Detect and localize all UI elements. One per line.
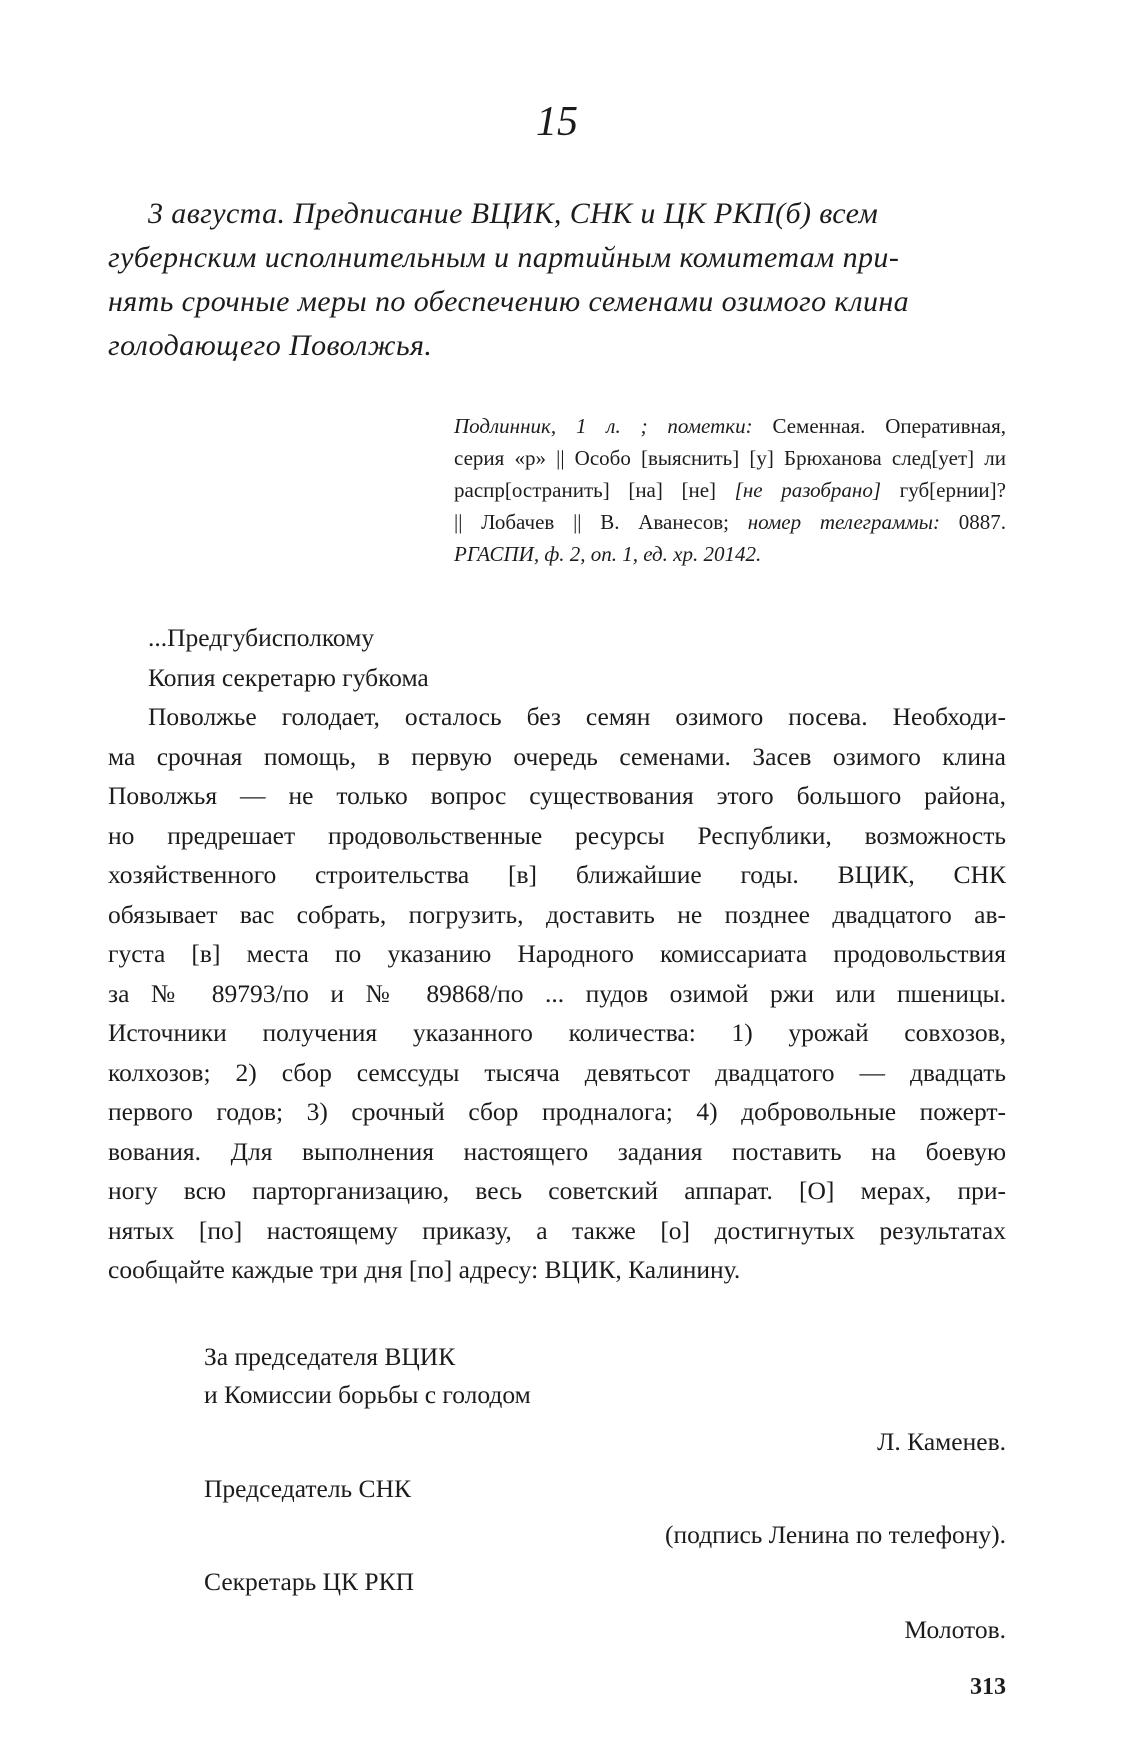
source-note-line: [454, 506, 1006, 538]
body-line: ма срочная помощь, в первую очередь семенами. Засев озимого клина: [108, 741, 1006, 771]
body-line: вования. Для выполнения настоящего задания поставить на боевую: [108, 1136, 1006, 1166]
signature-title: Секретарь ЦК РКП: [204, 1567, 415, 1596]
signature-name: Л. Каменев.: [877, 1427, 1006, 1456]
source-note-line: [454, 410, 1006, 442]
body-line: нятых [по] настоящему приказу, а также [о] достигнутых результатах: [108, 1215, 1006, 1245]
body-line: ногу всю парторганизацию, весь советский аппарат. [О] мерах, при-: [108, 1176, 1006, 1205]
archive-reference: РГАСПИ, ф. 2, оп. 1, ед. хр. 20142.: [454, 542, 762, 566]
addressee-line: Копия секретарю губкома: [148, 662, 429, 692]
heading-line: губернским исполнительным и партийным комитетам при-: [108, 241, 900, 274]
page-number: 313: [970, 1674, 1006, 1700]
body-line: колхозов; 2) сбор семссуды тысяча девятьсот двадцатого — двадцать: [108, 1057, 1006, 1087]
signature-title: Председатель СНК: [204, 1474, 411, 1503]
document-number: 15: [536, 99, 578, 145]
signature-title: За председателя ВЦИК: [204, 1342, 456, 1371]
heading-line: 3 августа. Предписание ВЦИК, СНК и ЦК РКП(б) всем: [148, 197, 879, 230]
source-label: Подлинник, 1 л. ; пометки:: [454, 414, 753, 438]
signature-name: (подпись Ленина по телефону).: [665, 1520, 1006, 1549]
source-text: губ[ернии]?: [881, 478, 1006, 502]
body-line: Поволжье голодает, осталось без семян озимого посева. Необходи-: [148, 702, 1006, 731]
source-text: 0887.: [940, 510, 1006, 534]
source-text: || Лобачев || В. Аванесов;: [454, 510, 748, 534]
source-text: Семенная. Оперативная,: [752, 414, 1007, 438]
body-line: Источники получения указанного количества: 1) урожай совхозов,: [108, 1018, 1006, 1047]
signature-name: Молотов.: [904, 1615, 1006, 1644]
source-note-line: [454, 474, 1006, 506]
body-line: хозяйственного строительства [в] ближайшие годы. ВЦИК, СНК: [108, 860, 1006, 889]
heading-line: нять срочные меры по обеспечению семенами озимого клина: [108, 285, 910, 318]
body-line: сообщайте каждые три дня [по] адресу: ВЦИК, Калинину.: [108, 1255, 741, 1284]
source-text: распр[остранить] [на] [не]: [454, 478, 735, 502]
body-line: первого годов; 3) срочный сбор продналога; 4) добровольные пожерт-: [108, 1097, 1006, 1126]
source-note-line: серия «р» || Особо [выяснить] [у] Брюханова след[ует] ли: [454, 446, 1006, 470]
body-line: обязывает вас собрать, погрузить, доставить не позднее двадцатого ав-: [108, 899, 1006, 929]
addressee-line: ...Предгубисполкому: [148, 623, 375, 652]
body-line: за № 89793/по и № 89868/по ... пудов озимой ржи или пшеницы.: [108, 978, 1006, 1008]
document-heading: [108, 192, 1006, 368]
archival-source-note: [454, 410, 1006, 570]
signature-title: и Комиссии борьбы с голодом: [204, 1380, 531, 1409]
body-line: густа [в] места по указанию Народного комиссариата продовольствия: [108, 939, 1006, 968]
heading-line: голодающего Поволжья.: [108, 329, 433, 362]
telegram-body: [108, 618, 1006, 1290]
book-page: [108, 0, 1006, 1760]
source-label: [не разобрано]: [734, 478, 881, 502]
source-label: номер телеграммы:: [747, 510, 940, 534]
body-line: Поволжья — не только вопрос существования этого большого района,: [108, 781, 1006, 810]
body-line: но предрешает продовольственные ресурсы Республики, возможность: [108, 820, 1006, 850]
